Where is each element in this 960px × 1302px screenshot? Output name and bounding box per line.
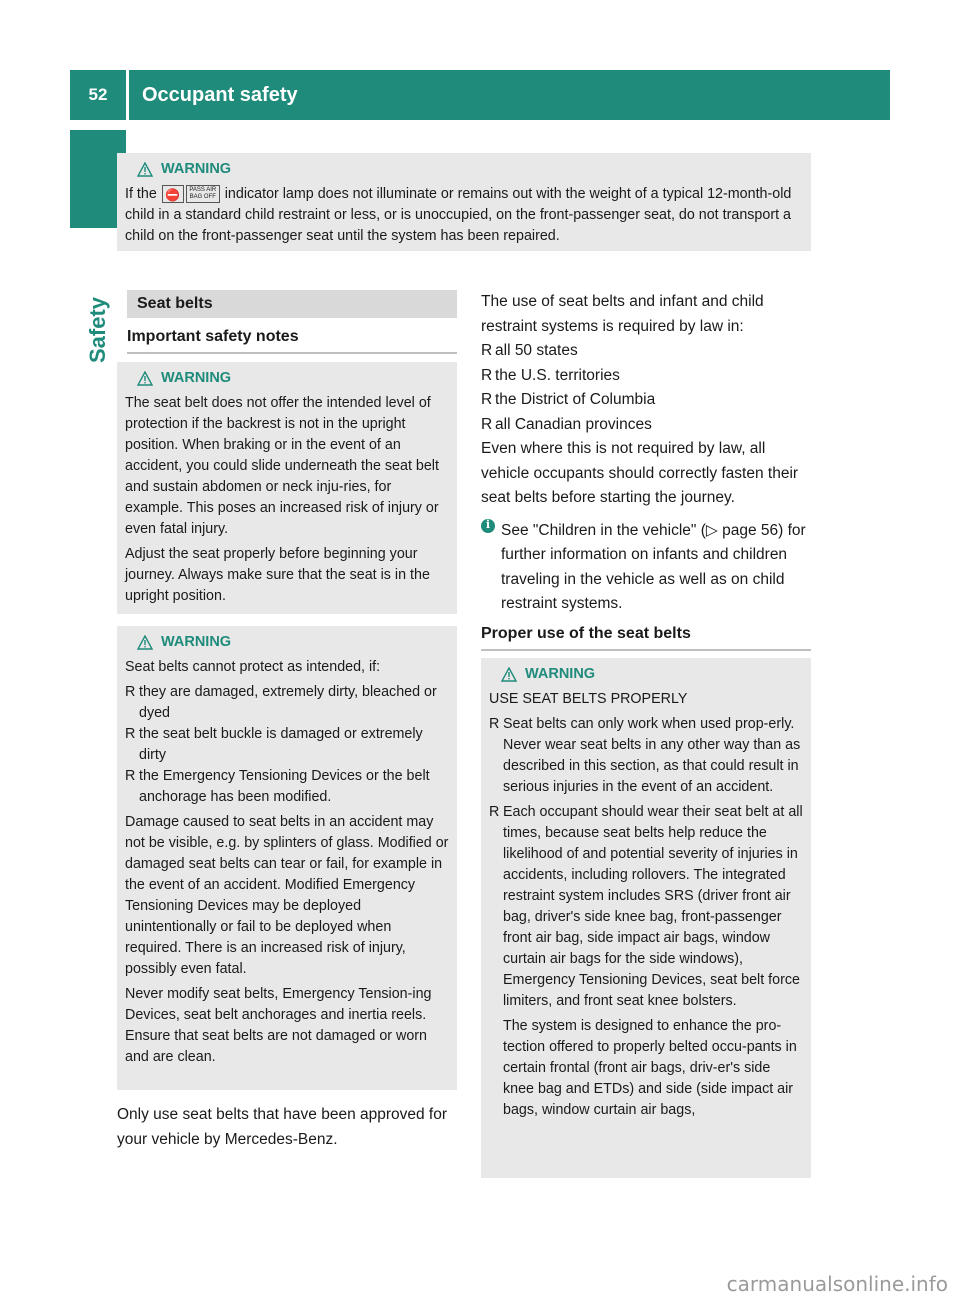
page-title: Occupant safety xyxy=(142,83,298,106)
warning1-title xyxy=(137,368,449,389)
warning-triangle-icon xyxy=(137,635,153,650)
info-note xyxy=(481,519,813,617)
warning-box-seat-belt-damage xyxy=(117,626,457,1090)
warning-triangle-icon xyxy=(501,667,517,682)
section-title-bar: Seat belts xyxy=(127,290,457,318)
top-warning-text-start: If the xyxy=(125,186,161,202)
right-column-text xyxy=(481,290,813,617)
list-item: R Seat belts can only work when used prop-erly. Never wear seat belts in any other way than as described in this section, as that could result in serious injuries in the event of an accident. xyxy=(489,716,801,795)
child-seat-icon: ⛔ xyxy=(162,185,184,203)
list-item: R Each occupant should wear their seat belt at all times, because seat belts help reduce the likelihood of and potential severity of injuries in accidents, including rollovers. The integrated restraint system includes SRS (driver front air bag, driver's side knee bag, front-passenger front air bag, side impact air bags, window curtain air bags for the side windows), Emergency Tensioning Devices, seat belt force limiters, and front seat knee bolsters. xyxy=(489,804,803,1009)
law-intro: The use of seat belts and infant and child restraint systems is required by law in: xyxy=(481,293,764,335)
pass-airbag-off-icon: PASS AIR BAG OFF xyxy=(186,185,220,203)
list-item: R the District of Columbia xyxy=(481,391,656,408)
list-item: R all Canadian provinces xyxy=(481,415,652,433)
page-number: 52 xyxy=(88,85,108,104)
top-warning-box xyxy=(117,153,811,251)
warning3-intro: USE SEAT BELTS PROPERLY xyxy=(489,691,688,707)
list-item: R the U.S. territories xyxy=(481,366,620,384)
top-warning-title xyxy=(137,159,803,180)
warning1-paragraph1: The seat belt does not offer the intended level of protection if the backrest is not in the upright position. When braking or in the event of an accident, you could slide underneath the seat belt and sustain abdomen or neck inju-ries, for example. This poses an increased risk of injury or even fatal injury. xyxy=(125,395,439,537)
warning1-title-text: WARNING xyxy=(161,370,232,386)
info-icon: i xyxy=(481,519,495,533)
top-warning-title-text: WARNING xyxy=(161,161,232,177)
list-item-continuation: The system is designed to enhance the pro-tection offered to properly belted occu-pants in certain frontal (front air bags, driv-er's side knee bag and ETDs) and side (side impact air bags, window curtain air bags, xyxy=(503,1018,797,1118)
left-closing-text: Only use seat belts that have been approved for your vehicle by Mercedes-Benz. xyxy=(117,1106,448,1148)
subheading-important-safety-notes: Important safety notes xyxy=(127,328,457,354)
warning2-title xyxy=(137,632,449,653)
subheading-proper-use: Proper use of the seat belts xyxy=(481,625,811,651)
warning2-paragraph1: Damage caused to seat belts in an accident may not be visible, e.g. by splinters of glass. Modified or damaged seat belts can tear or fail, for example in the event of an accident. Modified Emergency Tensioning Devices may be deployed unintentionally or fail to be deployed when required. There is an increased risk of injury, possibly even fatal. xyxy=(125,814,449,977)
list-item: R the Emergency Tensioning Devices or the belt anchorage has been modified. xyxy=(125,768,430,805)
warning2-paragraph2: Never modify seat belts, Emergency Tension-ing Devices, seat belt anchorages and inertia reels. Ensure that seat belts are not damaged or worn and are clean. xyxy=(125,986,432,1065)
top-warning-text xyxy=(125,184,803,247)
warning1-paragraph2: Adjust the seat properly before beginning your journey. Always make sure that the seat is in the upright position. xyxy=(125,546,430,604)
side-tab-label: Safety xyxy=(85,296,110,364)
law-after-text: Even where this is not required by law, all vehicle occupants should correctly fasten their seat belts before starting the journey. xyxy=(481,440,799,506)
watermark: carmanualsonline.info xyxy=(726,1272,948,1296)
warning-triangle-icon xyxy=(137,371,153,386)
warning2-intro: Seat belts cannot protect as intended, if: xyxy=(125,659,381,675)
warning-triangle-icon xyxy=(137,162,153,177)
list-item: R they are damaged, extremely dirty, bleached or dyed xyxy=(125,684,437,721)
info-note-text: See "Children in the vehicle" (▷ page 56) for further information on infants and children traveling in the vehicle as well as on child restraint systems. xyxy=(501,521,806,612)
list-item: R the seat belt buckle is damaged or extremely dirty xyxy=(125,726,423,763)
list-item: R all 50 states xyxy=(481,342,578,359)
warning-box-backrest xyxy=(117,362,457,614)
top-warning-text-rest: indicator lamp does not illuminate or remains out with the weight of a typical 12-month-old child in a standard child restraint or less, or is unoccupied, on the front-passenger seat, do not transport a child on the front-passenger seat until the system has been repaired. xyxy=(125,186,792,244)
warning3-title xyxy=(501,664,803,685)
warning3-title-text: WARNING xyxy=(525,666,596,682)
header-divider xyxy=(126,70,129,120)
warning-box-proper-use xyxy=(481,658,811,1178)
warning2-title-text: WARNING xyxy=(161,634,232,650)
